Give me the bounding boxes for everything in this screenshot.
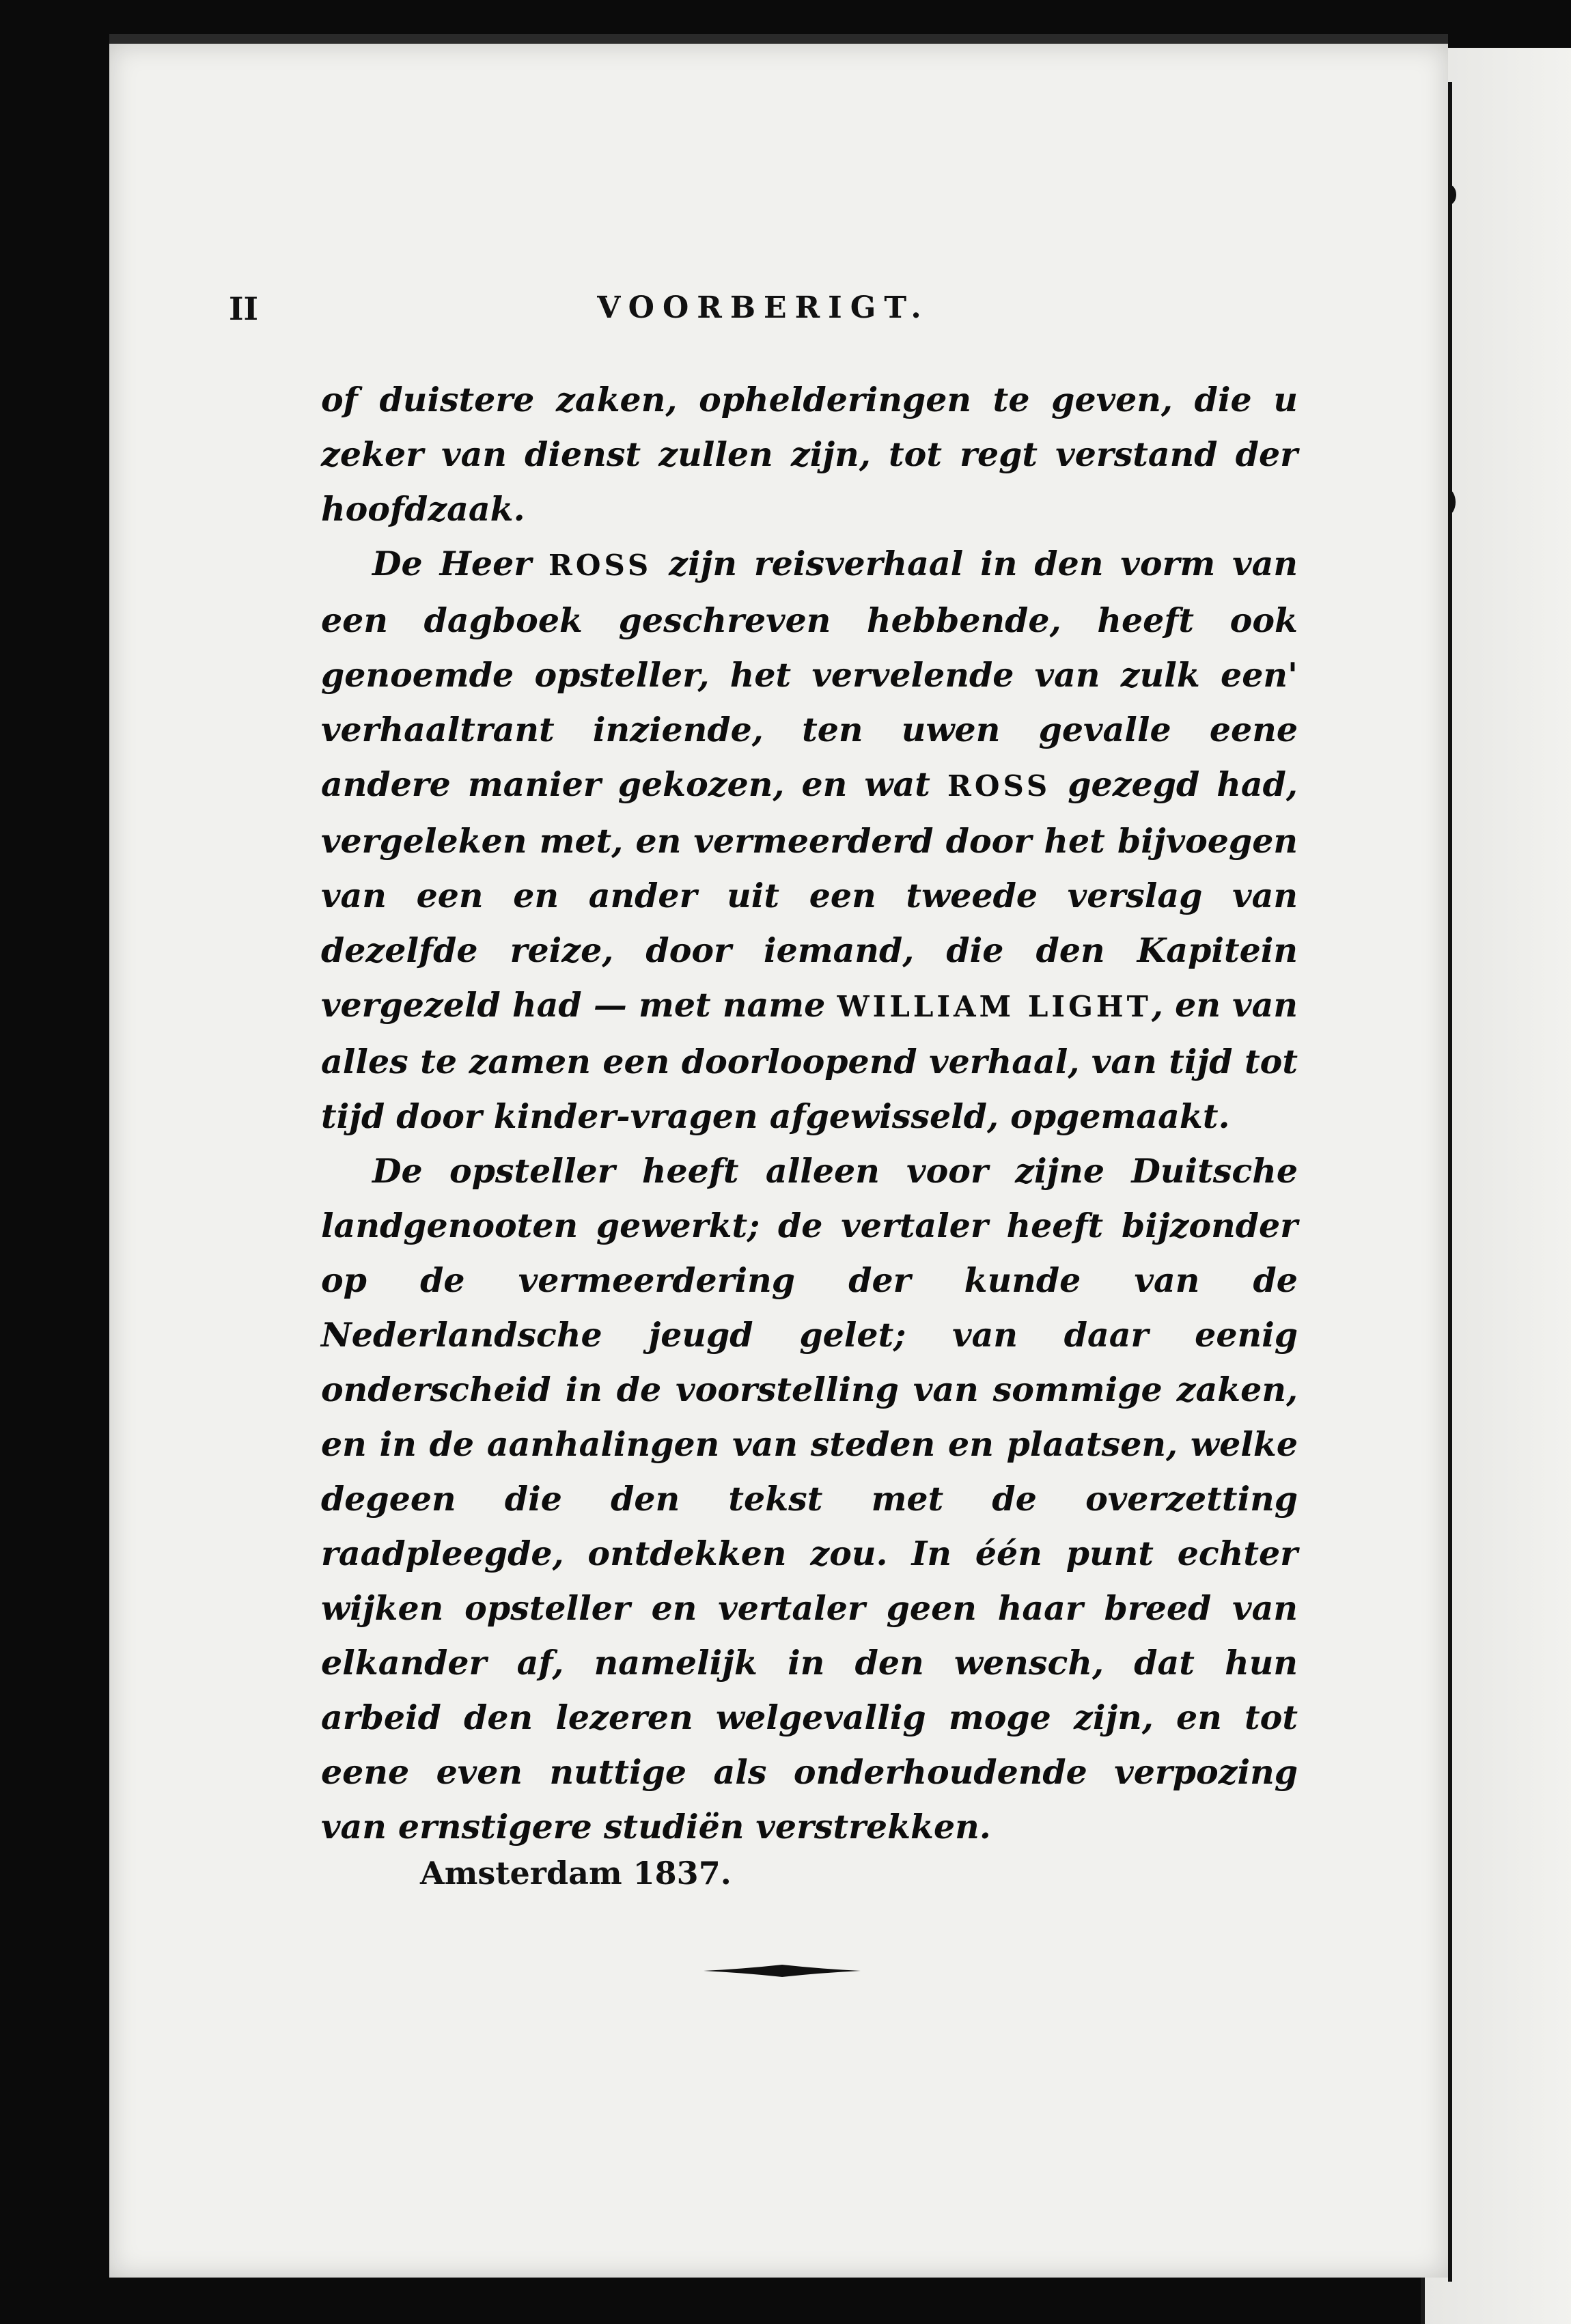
paragraph-text: De opsteller heeft alleen voor zijne Duitsche landgenooten gewerkt; de vertaler heeft bijzonder op de vermeerdering der kunde van de Nederlandsche jeugd gelet; van daar eenig onderscheid in de voorstelling van sommige zaken, en in de aanhalingen van steden en plaatsen, welke degeen die den tekst met de overzetting raadpleegde, ontdekken zou. In één punt echter wijken opsteller en vertaler geen haar breed van elkander af, namelijk in den wensch, dat hun arbeid den lezeren welgevallig moge zijn, en tot eene even nuttige als onderhoudende verpozing van ernstigere studiën verstrekken. (321, 1151, 1298, 1846)
paragraph-text: zijn reisverhaal in den vorm van een dagboek geschreven hebbende, heeft ook genoemde opsteller, het vervelende van zulk een' verhaaltrant inziende, ten uwen gevalle eene andere manier gekozen, en wat (321, 544, 1298, 804)
paragraph-text: gezegd had, vergeleken met, en vermeerderd door het bijvoegen van een en ander uit een tweede verslag van dezelfde reize, door iemand, die den Kapitein vergezeld had — met name (321, 764, 1298, 1025)
running-title: VOORBERIGT. (597, 290, 930, 325)
closing-ornament-rule (704, 1961, 861, 1981)
name-small-caps: ROSS (947, 769, 1051, 803)
binding-thread (1448, 82, 1452, 2282)
paragraph-text: , en van alles te zamen een doorloopend verhaal, van tijd tot tijd door kinder-vragen afgewisseld, opgemaakt. (321, 985, 1298, 1136)
name-small-caps: WILLIAM LIGHT (837, 990, 1152, 1023)
paragraph-text: of duistere zaken, ophelderingen te geven, die u zeker van dienst zullen zijn, tot regt verstand der hoofdzaak. (321, 380, 1298, 529)
place-date: Amsterdam 1837. (420, 1855, 732, 1892)
paragraph (321, 372, 1298, 536)
paragraph-text: De Heer (372, 544, 548, 583)
page-header (229, 290, 1298, 331)
page-number: II (229, 290, 259, 327)
paragraph (321, 1144, 1298, 1854)
body-text (321, 372, 1298, 1854)
name-small-caps: ROSS (548, 549, 652, 582)
paragraph (321, 536, 1298, 1144)
